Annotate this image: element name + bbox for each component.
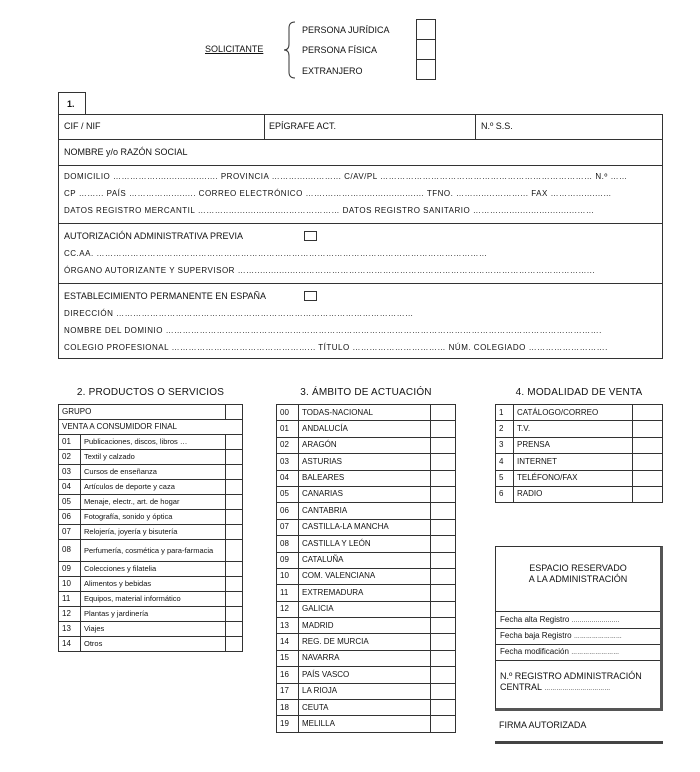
admin-title-2: A LA ADMINISTRACIÓN [528,574,628,584]
productos-title: 2. PRODUCTOS O SERVICIOS [76,387,225,398]
row-checkbox[interactable] [431,552,456,568]
fecha-baja-dots: …………………… [573,634,622,640]
productos-table [58,404,243,652]
row-label: Textil y calzado [81,450,226,465]
row-label: CASTILLA Y LEÓN [299,536,431,552]
admin-box [495,546,663,711]
row-number: 17 [277,683,299,699]
venta-label: VENTA A CONSUMIDOR FINAL [59,420,243,435]
row-label: CATÁLOGO/CORREO [514,405,633,421]
table-row [59,510,243,525]
row-label: Plantas y jardinería [81,607,226,622]
row-checkbox[interactable] [431,421,456,437]
table-row [59,480,243,495]
brace-icon [283,20,297,80]
row-number: 05 [277,486,299,502]
row-label: CANTABRIA [299,503,431,519]
row-label: TODAS-NACIONAL [299,405,431,421]
establecimiento-label: ESTABLECIMIENTO PERMANENTE EN ESPAÑA [64,291,267,301]
admin-title-1: ESPACIO RESERVADO [529,563,627,573]
row-number: 13 [277,618,299,634]
row-number: 05 [59,495,81,510]
table-row [59,435,243,450]
row-label: Artículos de deporte y caza [81,480,226,495]
row-checkbox[interactable] [226,510,243,525]
row-checkbox[interactable] [431,601,456,617]
fecha-baja[interactable] [500,631,622,640]
row-number: 6 [496,486,514,502]
organo-line[interactable]: ÓRGANO AUTORIZANTE Y SUPERVISOR ……...................………………………………………………………………………………………... [64,266,596,275]
checkbox-extranjero[interactable] [416,59,436,80]
table-row [277,486,456,502]
row-checkbox[interactable] [226,607,243,622]
cp-line[interactable]: CP ……... PAÍS ……………......... CORREO ELECTRÓNICO ……....………........................ TFNO. ……........………... FAX ………..........… [64,189,612,198]
row-number: 08 [277,536,299,552]
table-row [496,454,663,470]
row-checkbox[interactable] [431,634,456,650]
row-number: 19 [277,716,299,732]
row-label: Publicaciones, discos, libros … [81,435,226,450]
row-label: MELILLA [299,716,431,732]
table-row [277,568,456,584]
table-row [59,577,243,592]
table-row [277,650,456,666]
row-number: 3 [496,437,514,453]
row-label: Cursos de enseñanza [81,465,226,480]
row-label: Alimentos y bebidas [81,577,226,592]
firma-line[interactable] [495,741,663,744]
table-row [277,519,456,535]
row-label: Otros [81,637,226,652]
row-label: INTERNET [514,454,633,470]
checkbox-persona-fisica[interactable] [416,39,436,60]
row-number: 04 [59,480,81,495]
table-row [59,540,243,562]
colegio-line[interactable]: COLEGIO PROFESIONAL …………………………………………... TÍTULO …………………………… NÚM. COLEGIADO ………………………. [64,343,608,352]
row-number: 09 [59,562,81,577]
table-row [496,421,663,437]
row-number: 03 [59,465,81,480]
row-checkbox[interactable] [226,480,243,495]
registro-central-2: CENTRAL [500,682,542,692]
table-row [277,601,456,617]
row-checkbox[interactable] [633,437,663,453]
row-label: CEUTA [299,700,431,716]
row-number: 5 [496,470,514,486]
row-checkbox[interactable] [431,683,456,699]
row-label: ANDALUCÍA [299,421,431,437]
row-label: RADIO [514,486,633,502]
row-number: 08 [59,540,81,562]
row-label: COM. VALENCIANA [299,568,431,584]
ambito-table [276,404,456,733]
table-row [277,618,456,634]
row-label: LA RIOJA [299,683,431,699]
modalidad-title: 4. MODALIDAD DE VENTA [515,387,643,398]
section-1-number: 1. [67,99,75,109]
row-checkbox[interactable] [226,622,243,637]
checkbox-persona-juridica[interactable] [416,19,436,40]
registro-line[interactable]: DATOS REGISTRO MERCANTIL ………..…...................……………… DATOS REGISTRO SANITARIO ……….............................…… [64,206,595,215]
option-persona-fisica: PERSONA FÍSICA [302,45,378,55]
table-row [496,405,663,421]
option-extranjero: EXTRANJERO [302,66,363,76]
row-checkbox[interactable] [633,486,663,502]
row-label: TELÉFONO/FAX [514,470,633,486]
row-label: Menaje, electr., art. de hogar [81,495,226,510]
row-number: 09 [277,552,299,568]
registro-central[interactable] [500,682,610,692]
row-number: 06 [59,510,81,525]
row-checkbox[interactable] [431,585,456,601]
row-number: 06 [277,503,299,519]
row-checkbox[interactable] [431,716,456,732]
row-number: 12 [277,601,299,617]
row-label: ARAGÓN [299,437,431,453]
row-label: CATALUÑA [299,552,431,568]
registro-central-1: N.º REGISTRO ADMINISTRACIÓN [500,671,642,681]
fecha-modif-dots: …………………… [571,650,620,656]
row-checkbox[interactable] [431,700,456,716]
row-checkbox[interactable] [431,503,456,519]
row-number: 02 [277,437,299,453]
nss-field[interactable]: N.º S.S. [481,121,513,131]
row-checkbox[interactable] [226,562,243,577]
row-label: Viajes [81,622,226,637]
table-row [59,622,243,637]
direccion-line[interactable]: DIRECCIÓN …………………………………………………………………………………………… [64,309,414,318]
row-checkbox[interactable] [633,405,663,421]
row-number: 1 [496,405,514,421]
row-checkbox[interactable] [226,435,243,450]
grupo-checkbox[interactable] [226,405,243,420]
row-checkbox[interactable] [226,525,243,540]
row-checkbox[interactable] [431,405,456,421]
ccaa-line[interactable]: CC.AA. ………………………………………………………………………………………………………………………… [64,249,488,258]
table-row [277,716,456,732]
section-1-number-box [58,92,86,115]
table-row [277,454,456,470]
establecimiento-checkbox[interactable] [304,291,317,301]
row-checkbox[interactable] [226,495,243,510]
row-label: Colecciones y filatelia [81,562,226,577]
row-label: Relojería, joyería y bisutería [81,525,226,540]
table-row [59,420,243,435]
row-number: 07 [277,519,299,535]
row-checkbox[interactable] [226,540,243,562]
row-label: CASTILLA-LA MANCHA [299,519,431,535]
table-row [59,450,243,465]
row-checkbox[interactable] [633,454,663,470]
fecha-alta-dots: …………………… [571,618,620,624]
row-checkbox[interactable] [226,592,243,607]
row-checkbox[interactable] [431,618,456,634]
autorizacion-label: AUTORIZACIÓN ADMINISTRATIVA PREVIA [64,231,244,241]
table-row [496,437,663,453]
row-number: 2 [496,421,514,437]
table-row [59,637,243,652]
table-row [496,470,663,486]
row-checkbox[interactable] [431,667,456,683]
table-row [277,470,456,486]
row-label: ASTURIAS [299,454,431,470]
table-row [277,683,456,699]
table-row [59,495,243,510]
table-row [277,437,456,453]
row-number: 03 [277,454,299,470]
row-label: CANARIAS [299,486,431,502]
fecha-modificacion[interactable] [500,647,619,656]
table-row [277,552,456,568]
option-persona-juridica: PERSONA JURÍDICA [302,25,390,35]
grupo-label: GRUPO [59,405,226,420]
firma-label: FIRMA AUTORIZADA [499,720,587,730]
row-checkbox[interactable] [226,465,243,480]
table-row [59,562,243,577]
domicilio-line[interactable]: DOMICILIO ……………....................... PROVINCIA ……….......……... C/AV/PL ………………………………………………………………… N.º …… [64,172,628,181]
row-label: REG. DE MURCIA [299,634,431,650]
fecha-alta[interactable] [500,615,620,624]
solicitante-label: SOLICITANTE [205,44,264,54]
row-label: EXTREMADURA [299,585,431,601]
row-checkbox[interactable] [431,650,456,666]
row-checkbox[interactable] [431,536,456,552]
row-checkbox[interactable] [431,486,456,502]
row-checkbox[interactable] [431,568,456,584]
row-number: 12 [59,607,81,622]
row-number: 00 [277,405,299,421]
table-row [277,405,456,421]
row-number: 01 [277,421,299,437]
nombre-field[interactable]: NOMBRE y/o RAZÓN SOCIAL [64,147,188,157]
row-number: 10 [59,577,81,592]
table-row [277,667,456,683]
row-number: 07 [59,525,81,540]
row-number: 01 [59,435,81,450]
row-label: T.V. [514,421,633,437]
modalidad-table [495,404,663,503]
row-number: 4 [496,454,514,470]
row-number: 14 [59,637,81,652]
row-label: Perfumería, cosmética y para-farmacia [81,540,226,562]
row-checkbox[interactable] [633,470,663,486]
row-number: 04 [277,470,299,486]
row-checkbox[interactable] [226,577,243,592]
row-label: PAÍS VASCO [299,667,431,683]
row-number: 14 [277,634,299,650]
row-checkbox[interactable] [226,450,243,465]
table-row [59,607,243,622]
table-row [59,465,243,480]
row-checkbox[interactable] [431,470,456,486]
ambito-title: 3. ÁMBITO DE ACTUACIÓN [300,387,432,398]
row-number: 18 [277,700,299,716]
table-row [277,700,456,716]
dominio-line[interactable]: NOMBRE DEL DOMINIO ………………………………………………………………………………………………………………………………………. [64,326,602,335]
cif-field[interactable]: CIF / NIF [64,121,101,131]
section-1-form [58,114,663,359]
table-row [277,421,456,437]
row-number: 11 [59,592,81,607]
table-row [277,536,456,552]
row-label: Fotografía, sonido y óptica [81,510,226,525]
fecha-modif-label: Fecha modificación [500,647,569,656]
table-row [59,592,243,607]
table-row [277,585,456,601]
row-label: PRENSA [514,437,633,453]
row-label: Equipos, material informático [81,592,226,607]
row-label: MADRID [299,618,431,634]
row-checkbox[interactable] [633,421,663,437]
row-checkbox[interactable] [431,454,456,470]
autorizacion-checkbox[interactable] [304,231,317,241]
row-number: 11 [277,585,299,601]
row-number: 10 [277,568,299,584]
table-row [59,525,243,540]
row-label: GALICIA [299,601,431,617]
row-number: 02 [59,450,81,465]
fecha-baja-label: Fecha baja Registro [500,631,572,640]
row-label: NAVARRA [299,650,431,666]
row-label: BALEARES [299,470,431,486]
row-number: 13 [59,622,81,637]
table-row [277,634,456,650]
row-checkbox[interactable] [226,637,243,652]
row-number: 15 [277,650,299,666]
row-checkbox[interactable] [431,519,456,535]
epigrafe-field[interactable]: EPÍGRAFE ACT. [269,121,337,131]
table-row [59,405,243,420]
registro-dots: …………………………… [544,686,611,692]
fecha-alta-label: Fecha alta Registro [500,615,570,624]
row-number: 16 [277,667,299,683]
row-checkbox[interactable] [431,437,456,453]
table-row [496,486,663,502]
table-row [277,503,456,519]
